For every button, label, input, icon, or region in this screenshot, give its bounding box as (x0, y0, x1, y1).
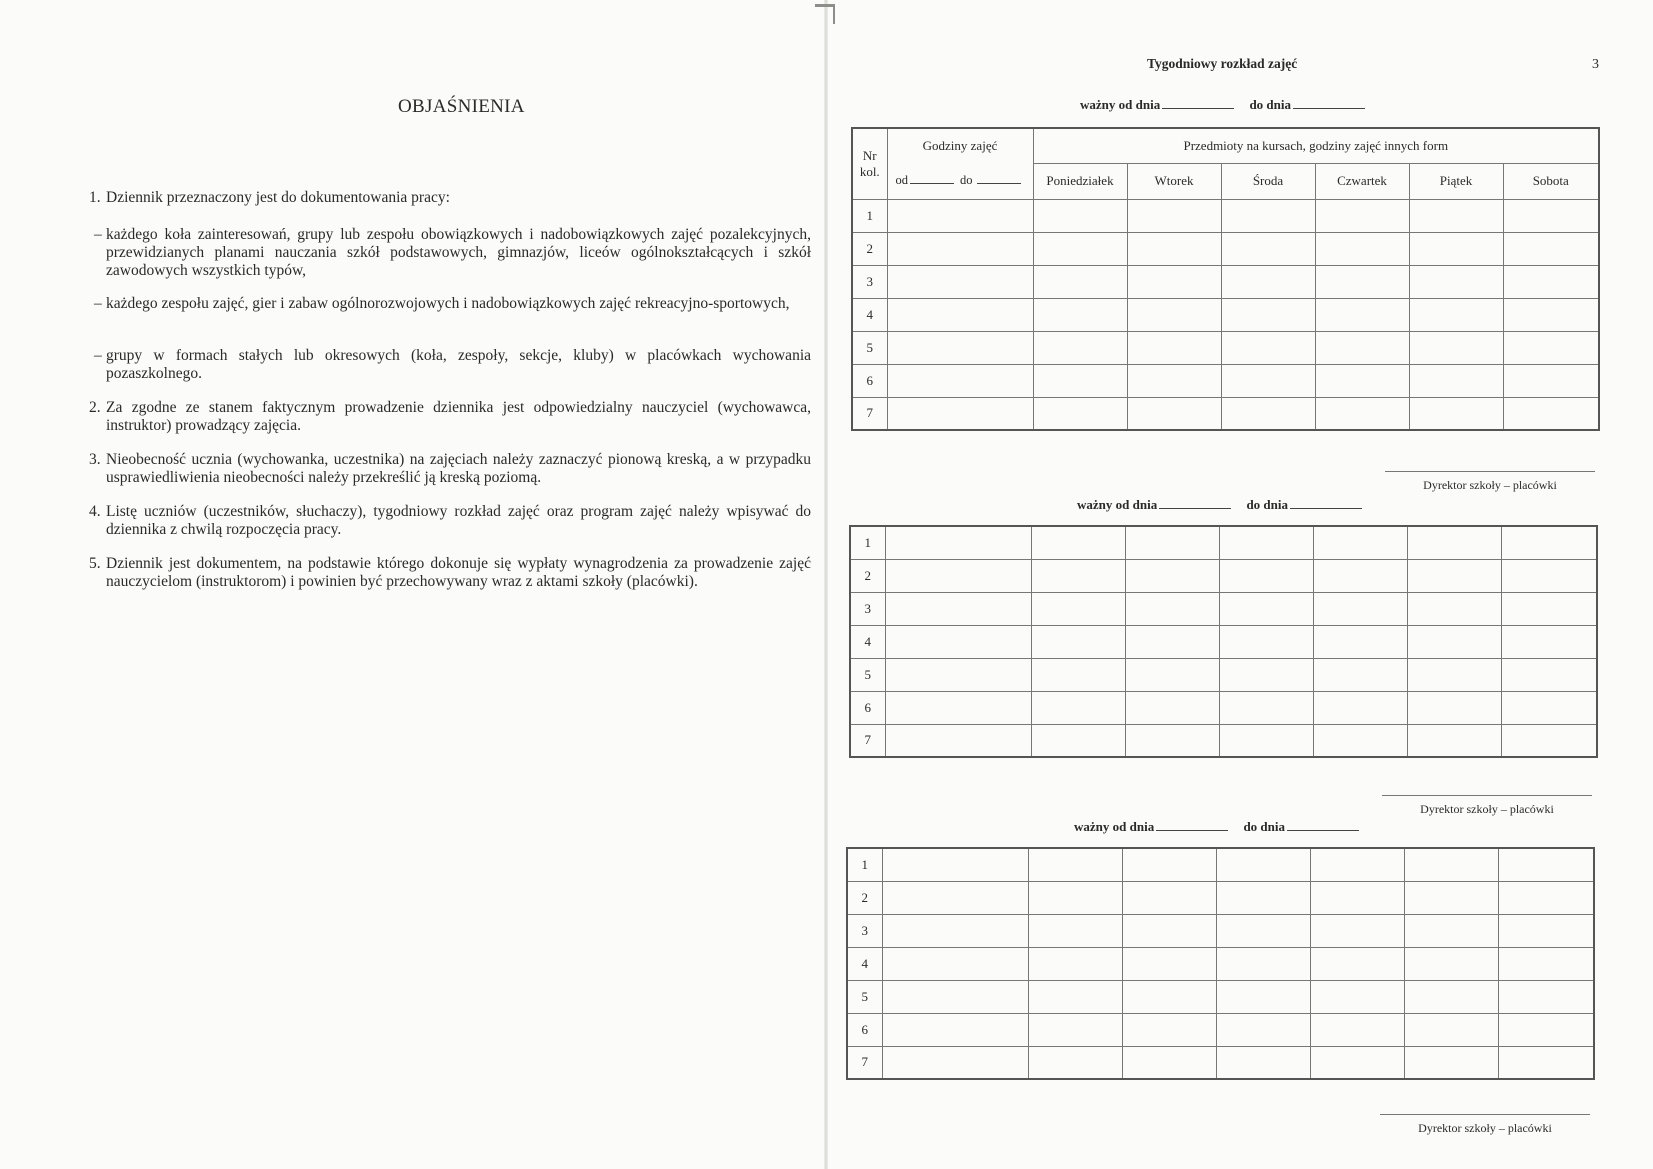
signature-line (1382, 795, 1592, 796)
schedule-cell[interactable] (1028, 980, 1122, 1013)
schedule-cell[interactable] (1127, 331, 1221, 364)
row-number: 5 (850, 658, 885, 691)
schedule-cell[interactable] (1028, 881, 1122, 914)
schedule-cell[interactable] (1498, 914, 1594, 947)
schedule-cell[interactable] (1031, 559, 1125, 592)
schedule-cell[interactable] (1501, 559, 1597, 592)
schedule-cell[interactable] (1404, 980, 1498, 1013)
schedule-cell[interactable] (887, 298, 1033, 331)
schedule-cell[interactable] (882, 980, 1028, 1013)
schedule-cell[interactable] (1028, 1046, 1122, 1079)
schedule-cell[interactable] (1219, 592, 1313, 625)
schedule-cell[interactable] (1503, 364, 1599, 397)
item-text: każdego zespołu zajęć, gier i zabaw ogólnorozwojowych i nadobowiązkowych zajęć rekreacyjno-sportowych, (106, 295, 790, 312)
schedule-table-1 (851, 127, 1600, 431)
row-number: 3 (850, 592, 885, 625)
schedule-cell[interactable] (1315, 364, 1409, 397)
schedule-cell[interactable] (1028, 947, 1122, 980)
table-row (850, 625, 1597, 658)
schedule-cell[interactable] (1404, 848, 1498, 881)
schedule-cell[interactable] (1219, 691, 1313, 724)
schedule-cell[interactable] (1498, 881, 1594, 914)
row-number: 4 (850, 625, 885, 658)
table-row (847, 980, 1594, 1013)
schedule-cell[interactable] (1031, 691, 1125, 724)
schedule-cell[interactable] (1409, 232, 1503, 265)
valid-from-label: ważny od dnia (1080, 97, 1161, 112)
schedule-cell[interactable] (1127, 397, 1221, 430)
schedule-cell[interactable] (1498, 980, 1594, 1013)
item-marker: 5. (89, 555, 101, 572)
signature-block-1 (1385, 471, 1595, 493)
row-number: 1 (850, 526, 885, 559)
schedule-table-3 (846, 847, 1595, 1080)
schedule-cell[interactable] (1031, 724, 1125, 757)
schedule-cell[interactable] (887, 265, 1033, 298)
item-text: Dziennik jest dokumentem, na podstawie którego dokonuje się wypłaty wynagrodzenia za prowadzenie zajęć nauczycielom (instruktorom) i powinien być przechowywany wraz z aktami szkoły (placówki). (106, 555, 811, 590)
schedule-cell[interactable] (1125, 526, 1219, 559)
schedule-cell[interactable] (1033, 232, 1127, 265)
schedule-cell[interactable] (1503, 232, 1599, 265)
schedule-table-2 (849, 525, 1598, 758)
schedule-cell[interactable] (1216, 1013, 1310, 1046)
item-text: Za zgodne ze stanem faktycznym prowadzenie dziennika jest odpowiedzialny nauczyciel (wychowawca, instruktor) prowadzący zajęcia. (106, 399, 811, 434)
instruction-subitem-2 (89, 295, 811, 313)
schedule-cell[interactable] (1221, 331, 1315, 364)
header-nr-kol (852, 128, 887, 199)
validity-line-2 (1077, 497, 1366, 513)
schedule-cell[interactable] (1404, 1013, 1498, 1046)
schedule-cell[interactable] (1031, 592, 1125, 625)
schedule-cell[interactable] (1033, 331, 1127, 364)
schedule-cell[interactable] (882, 1013, 1028, 1046)
schedule-cell[interactable] (1122, 980, 1216, 1013)
schedule-cell[interactable] (1498, 848, 1594, 881)
schedule-cell[interactable] (1127, 232, 1221, 265)
schedule-cell[interactable] (1219, 658, 1313, 691)
valid-to-label: do dnia (1243, 819, 1286, 834)
schedule-cell[interactable] (887, 331, 1033, 364)
schedule-cell[interactable] (1409, 331, 1503, 364)
schedule-cell[interactable] (1404, 914, 1498, 947)
validity-line-3 (1074, 819, 1363, 835)
schedule-cell[interactable] (1503, 265, 1599, 298)
table-row (852, 265, 1599, 298)
table-row (850, 658, 1597, 691)
valid-from-field[interactable] (1159, 507, 1231, 509)
schedule-cell[interactable] (1221, 298, 1315, 331)
schedule-cell[interactable] (1127, 298, 1221, 331)
table-row (852, 364, 1599, 397)
schedule-cell[interactable] (882, 881, 1028, 914)
row-number: 3 (847, 914, 882, 947)
row-number: 2 (850, 559, 885, 592)
row-number: 1 (847, 848, 882, 881)
schedule-cell[interactable] (1125, 658, 1219, 691)
schedule-cell[interactable] (1501, 625, 1597, 658)
schedule-cell[interactable] (1501, 592, 1597, 625)
signature-label: Dyrektor szkoły – placówki (1418, 1121, 1552, 1135)
table-row (847, 914, 1594, 947)
schedule-cell[interactable] (1127, 364, 1221, 397)
schedule-cell[interactable] (1310, 914, 1404, 947)
schedule-cell[interactable] (1031, 625, 1125, 658)
header-hours: Godziny zajęć (887, 128, 1033, 163)
signature-label: Dyrektor szkoły – placówki (1420, 802, 1554, 816)
header-day-wednesday: Środa (1221, 163, 1315, 199)
table-body (847, 848, 1594, 1079)
schedule-cell[interactable] (1216, 881, 1310, 914)
schedule-cell[interactable] (1313, 559, 1407, 592)
row-number: 7 (852, 397, 887, 430)
schedule-cell[interactable] (1313, 526, 1407, 559)
valid-to-field[interactable] (1290, 507, 1362, 509)
table-row (847, 848, 1594, 881)
schedule-cell[interactable] (1125, 559, 1219, 592)
item-text: każdego koła zainteresowań, grupy lub zespołu obowiązkowych i nadobowiązkowych zajęć pozalekcyjnych, przewidzianych planami nauczania szkół podstawowych, gimnazjów, liceów ogólnokształcących i szkół zawodowych wszystkich typów, (106, 226, 811, 279)
from-blank (910, 183, 954, 184)
schedule-cell[interactable] (1310, 1013, 1404, 1046)
schedule-cell[interactable] (1310, 881, 1404, 914)
schedule-cell[interactable] (1219, 559, 1313, 592)
header-day-tuesday: Wtorek (1127, 163, 1221, 199)
schedule-cell[interactable] (1315, 199, 1409, 232)
signature-block-3 (1380, 1114, 1590, 1136)
header-day-friday: Piątek (1409, 163, 1503, 199)
item-marker: 1. (89, 189, 101, 206)
schedule-cell[interactable] (1404, 1046, 1498, 1079)
schedule-cell[interactable] (1501, 691, 1597, 724)
table-row (847, 1046, 1594, 1079)
spine-mark-vertical (833, 6, 835, 24)
schedule-cell[interactable] (1122, 881, 1216, 914)
row-number: 2 (852, 232, 887, 265)
schedule-cell[interactable] (1407, 658, 1501, 691)
schedule-cell[interactable] (885, 625, 1031, 658)
schedule-cell[interactable] (1125, 592, 1219, 625)
table-body (852, 199, 1599, 430)
instruction-item-4 (89, 503, 811, 539)
schedule-cell[interactable] (1219, 526, 1313, 559)
table-row (850, 526, 1597, 559)
left-page (0, 0, 826, 1169)
schedule-cell[interactable] (887, 397, 1033, 430)
schedule-cell[interactable] (885, 724, 1031, 757)
header-nr: Nr (862, 147, 877, 163)
item-marker: 3. (89, 451, 101, 468)
valid-to-field[interactable] (1293, 107, 1365, 109)
signature-line (1385, 471, 1595, 472)
schedule-cell[interactable] (1313, 625, 1407, 658)
schedule-cell[interactable] (1409, 397, 1503, 430)
schedule-cell[interactable] (1501, 658, 1597, 691)
row-number: 6 (850, 691, 885, 724)
schedule-cell[interactable] (1409, 364, 1503, 397)
schedule-cell[interactable] (1221, 397, 1315, 430)
instruction-subitem-3 (89, 347, 811, 383)
table-row (850, 559, 1597, 592)
schedule-cell[interactable] (1216, 1046, 1310, 1079)
schedule-cell[interactable] (1216, 947, 1310, 980)
table-row (847, 1013, 1594, 1046)
schedule-cell[interactable] (1221, 364, 1315, 397)
schedule-cell[interactable] (1503, 298, 1599, 331)
schedule-cell[interactable] (1033, 298, 1127, 331)
header-day-saturday: Sobota (1503, 163, 1599, 199)
item-marker: – (94, 295, 102, 312)
schedule-cell[interactable] (1127, 265, 1221, 298)
schedule-cell[interactable] (887, 364, 1033, 397)
table-row (847, 947, 1594, 980)
row-number: 4 (852, 298, 887, 331)
header-to: do (960, 173, 973, 188)
schedule-cell[interactable] (1313, 691, 1407, 724)
schedule-cell[interactable] (885, 559, 1031, 592)
valid-to-field[interactable] (1287, 829, 1359, 831)
schedule-cell[interactable] (882, 947, 1028, 980)
item-text: Nieobecność ucznia (wychowanka, uczestnika) na zajęciach należy zaznaczyć pionową kreską, a w przypadku usprawiedliwienia nieobecności należy przekreślić ją kreską poziomą. (106, 451, 811, 486)
schedule-cell[interactable] (885, 658, 1031, 691)
valid-from-field[interactable] (1162, 107, 1234, 109)
row-number: 7 (847, 1046, 882, 1079)
table-row (850, 724, 1597, 757)
instruction-subitem-1 (89, 226, 811, 280)
item-marker: – (94, 226, 102, 243)
table-row (852, 397, 1599, 430)
table-row (847, 881, 1594, 914)
schedule-cell[interactable] (1219, 625, 1313, 658)
schedule-cell[interactable] (887, 232, 1033, 265)
row-number: 5 (852, 331, 887, 364)
schedule-cell[interactable] (1407, 691, 1501, 724)
schedule-cell[interactable] (1221, 232, 1315, 265)
item-text: Listę uczniów (uczestników, słuchaczy), tygodniowy rozkład zajęć oraz program zajęć należy wpisywać do dziennika z chwilą rozpoczęcia pracy. (106, 503, 811, 538)
instruction-item-3 (89, 451, 811, 487)
schedule-cell[interactable] (1216, 980, 1310, 1013)
schedule-cell[interactable] (1221, 265, 1315, 298)
schedule-cell[interactable] (1310, 980, 1404, 1013)
row-number: 5 (847, 980, 882, 1013)
header-kol: kol. (859, 163, 880, 179)
schedule-cell[interactable] (1221, 199, 1315, 232)
table-row (852, 331, 1599, 364)
schedule-cell[interactable] (1498, 1013, 1594, 1046)
schedule-cell[interactable] (1501, 526, 1597, 559)
header-day-monday: Poniedziałek (1033, 163, 1127, 199)
schedule-cell[interactable] (1033, 199, 1127, 232)
schedule-cell[interactable] (885, 592, 1031, 625)
instruction-item-1 (89, 189, 811, 207)
table-body (850, 526, 1597, 757)
schedule-cell[interactable] (1407, 724, 1501, 757)
schedule-cell[interactable] (882, 1046, 1028, 1079)
row-number: 4 (847, 947, 882, 980)
schedule-cell[interactable] (1033, 265, 1127, 298)
schedule-cell[interactable] (1315, 298, 1409, 331)
schedule-cell[interactable] (1315, 331, 1409, 364)
item-text: Dziennik przeznaczony jest do dokumentowania pracy: (106, 189, 450, 206)
schedule-cell[interactable] (1310, 947, 1404, 980)
schedule-cell[interactable] (1125, 724, 1219, 757)
instruction-item-2 (89, 399, 811, 435)
header-from: od (895, 173, 908, 188)
schedule-cell[interactable] (1031, 526, 1125, 559)
schedule-cell[interactable] (882, 848, 1028, 881)
schedule-cell[interactable] (1122, 1013, 1216, 1046)
table-row (850, 592, 1597, 625)
schedule-cell[interactable] (1407, 559, 1501, 592)
schedule-cell[interactable] (1031, 658, 1125, 691)
header-subjects: Przedmioty na kursach, godziny zajęć innych form (1033, 128, 1599, 163)
schedule-cell[interactable] (1125, 691, 1219, 724)
schedule-title: Tygodniowy rozkład zajęć (1147, 56, 1298, 71)
to-blank (977, 183, 1021, 184)
schedule-cell[interactable] (1033, 397, 1127, 430)
page-title: OBJAŚNIENIA (398, 96, 525, 117)
schedule-cell[interactable] (1498, 1046, 1594, 1079)
table-row (852, 232, 1599, 265)
row-number: 2 (847, 881, 882, 914)
valid-from-field[interactable] (1156, 829, 1228, 831)
schedule-cell[interactable] (1409, 265, 1503, 298)
schedule-cell[interactable] (1315, 397, 1409, 430)
schedule-cell[interactable] (885, 691, 1031, 724)
schedule-cell[interactable] (1313, 658, 1407, 691)
schedule-cell[interactable] (1028, 914, 1122, 947)
schedule-cell[interactable] (1310, 848, 1404, 881)
schedule-cell[interactable] (1216, 914, 1310, 947)
row-number: 7 (850, 724, 885, 757)
schedule-cell[interactable] (1503, 397, 1599, 430)
validity-line-1 (1080, 97, 1369, 113)
schedule-cell[interactable] (1033, 364, 1127, 397)
header-day-thursday: Czwartek (1315, 163, 1409, 199)
page-number: 3 (1592, 57, 1599, 72)
table-row (850, 691, 1597, 724)
schedule-cell[interactable] (1122, 914, 1216, 947)
row-number: 3 (852, 265, 887, 298)
valid-to-label: do dnia (1249, 97, 1292, 112)
schedule-cell[interactable] (1313, 592, 1407, 625)
schedule-cell[interactable] (1122, 947, 1216, 980)
valid-from-label: ważny od dnia (1074, 819, 1155, 834)
table-row (852, 199, 1599, 232)
schedule-cell[interactable] (1315, 265, 1409, 298)
schedule-cell[interactable] (1125, 625, 1219, 658)
schedule-cell[interactable] (1407, 526, 1501, 559)
schedule-cell[interactable] (882, 914, 1028, 947)
schedule-cell[interactable] (1409, 199, 1503, 232)
schedule-cell[interactable] (1028, 1013, 1122, 1046)
schedule-cell[interactable] (885, 526, 1031, 559)
item-marker: 2. (89, 399, 101, 416)
schedule-cell[interactable] (1122, 848, 1216, 881)
schedule-cell[interactable] (1503, 331, 1599, 364)
schedule-cell[interactable] (1407, 592, 1501, 625)
row-number: 6 (852, 364, 887, 397)
item-marker: – (94, 347, 102, 364)
item-marker: 4. (89, 503, 101, 520)
schedule-cell[interactable] (1498, 947, 1594, 980)
valid-from-label: ważny od dnia (1077, 497, 1158, 512)
schedule-cell[interactable] (1122, 1046, 1216, 1079)
schedule-cell[interactable] (1216, 848, 1310, 881)
row-number: 6 (847, 1013, 882, 1046)
row-number: 1 (852, 199, 887, 232)
schedule-cell[interactable] (1409, 298, 1503, 331)
schedule-cell[interactable] (1503, 199, 1599, 232)
schedule-cell[interactable] (1028, 848, 1122, 881)
schedule-cell[interactable] (1501, 724, 1597, 757)
schedule-cell[interactable] (1310, 1046, 1404, 1079)
schedule-cell[interactable] (1404, 881, 1498, 914)
signature-line (1380, 1114, 1590, 1115)
schedule-cell[interactable] (1407, 625, 1501, 658)
signature-label: Dyrektor szkoły – placówki (1423, 478, 1557, 492)
schedule-cell[interactable] (887, 199, 1033, 232)
table-row (852, 298, 1599, 331)
signature-block-2 (1382, 795, 1592, 817)
schedule-cell[interactable] (1313, 724, 1407, 757)
schedule-cell[interactable] (1404, 947, 1498, 980)
valid-to-label: do dnia (1246, 497, 1289, 512)
schedule-cell[interactable] (1219, 724, 1313, 757)
instruction-item-5 (89, 555, 811, 591)
header-hours-range (887, 163, 1033, 199)
item-text: grupy w formach stałych lub okresowych (koła, zespoły, sekcje, kluby) w placówkach wychowania pozaszkolnego. (106, 347, 811, 382)
schedule-cell[interactable] (1315, 232, 1409, 265)
schedule-cell[interactable] (1127, 199, 1221, 232)
